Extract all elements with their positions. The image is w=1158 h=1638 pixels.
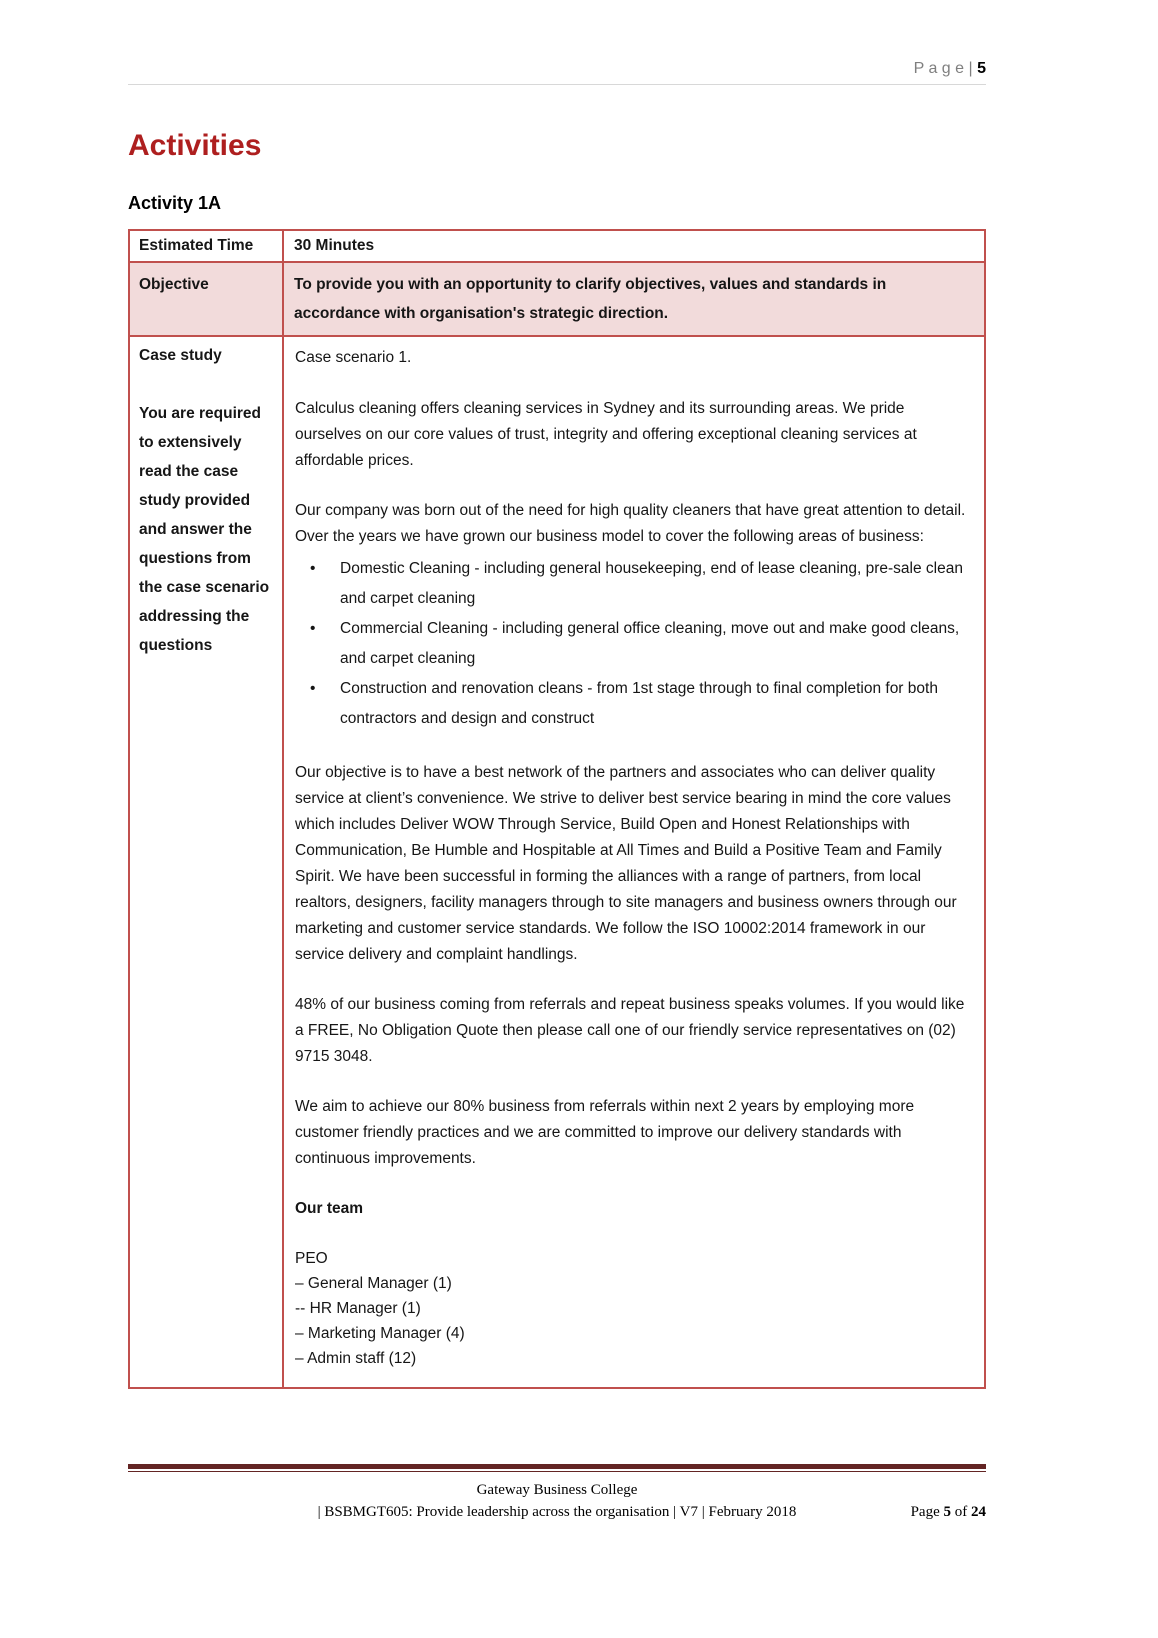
footer-second-line: [128, 1502, 986, 1522]
case-study-label: Case study: [139, 347, 222, 364]
scenario-title: Case scenario 1.: [295, 349, 412, 366]
page-title: Activities: [128, 129, 262, 162]
estimated-time-label: Estimated Time: [129, 230, 283, 262]
footer-college-name: Gateway Business College: [476, 1482, 638, 1498]
list-item-domestic-cleaning: • Domestic Cleaning - including general housekeeping, end of lease cleaning, pre-sale clean and carpet cleaning: [295, 554, 972, 614]
table-row-estimated-time: [129, 230, 985, 262]
case-study-label-cell: [129, 336, 283, 1388]
footer-page-total: 24: [971, 1504, 986, 1520]
estimated-time-value: 30 Minutes: [283, 230, 985, 262]
business-areas-list: [295, 554, 972, 734]
footer-divider-thick: [128, 1464, 986, 1469]
footer-page-prefix: Page: [910, 1504, 944, 1520]
header-page-label: P a g e |: [913, 60, 973, 77]
table-row-case-study: [129, 336, 985, 1388]
team-line-peo: PEO: [295, 1250, 328, 1267]
case-study-content-cell: [283, 336, 985, 1388]
header-page-number: 5: [977, 60, 986, 77]
table-row-objective: [129, 262, 985, 336]
footer-page-of: of: [951, 1504, 971, 1520]
team-line-admin-staff: – Admin staff (12): [295, 1350, 417, 1367]
team-line-hr-manager: -- HR Manager (1): [295, 1300, 421, 1317]
footer-page-current: 5: [943, 1504, 951, 1520]
case-paragraph-1: Calculus cleaning offers cleaning services in Sydney and its surrounding areas. We pride ourselves on our core values of trust, integrity and offering exceptional cleaning services at affordable prices.: [295, 400, 917, 469]
page-header: [128, 0, 986, 85]
activity-table: [128, 229, 986, 1389]
case-paragraph-3: Our objective is to have a best network of the partners and associates who can deliver quality service at client’s convenience. We strive to deliver best service bearing in mind the core values which includes Deliver WOW Through Service, Build Open and Honest Relationships with Communication, Be Humble and Hospitable at All Times and Build a Positive Team and Family Spirit. We have been successful in forming the alliances with a range of partners, from local realtors, designers, facility managers through to site managers and business owners through our marketing and customer service standards. We follow the ISO 10002:2014 framework in our service delivery and complaint handlings.: [295, 764, 957, 963]
team-line-marketing-manager: – Marketing Manager (4): [295, 1325, 465, 1342]
case-paragraph-4: 48% of our business coming from referrals and repeat business speaks volumes. If you would like a FREE, No Obligation Quote then please call one of our friendly service representatives on (02) 9715 3048.: [295, 996, 965, 1065]
list-item-commercial-cleaning: • Commercial Cleaning - including general office cleaning, move out and make good cleans, and carpet cleaning: [295, 614, 972, 674]
objective-label: Objective: [129, 262, 283, 336]
team-structure-list: [295, 1246, 972, 1371]
case-paragraph-5: We aim to achieve our 80% business from referrals within next 2 years by employing more customer friendly practices and we are committed to improve our delivery standards with continuous improvements.: [295, 1098, 915, 1167]
team-line-general-manager: – General Manager (1): [295, 1275, 452, 1292]
objective-value: To provide you with an opportunity to clarify objectives, values and standards in accordance with organisation's strategic direction.: [283, 262, 985, 336]
team-heading: Our team: [295, 1200, 364, 1217]
activity-title: Activity 1A: [128, 193, 222, 213]
list-item-construction-cleaning: • Construction and renovation cleans - from 1st stage through to final completion for both contractors and design and construct: [295, 674, 972, 734]
case-paragraph-2: Our company was born out of the need for high quality cleaners that have great attention to detail. Over the years we have grown our business model to cover the following areas of business:: [295, 502, 966, 545]
case-study-instruction: You are required to extensively read the case study provided and answer the questions from the case scenario addressing the questions: [139, 405, 270, 654]
footer-course-info: | BSBMGT605: Provide leadership across the organisation | V7 | February 2018: [317, 1504, 797, 1520]
page-footer: [128, 1464, 986, 1522]
footer-divider-thin: [128, 1471, 986, 1472]
footer-page-info: [911, 1502, 986, 1522]
document-page: [128, 0, 986, 1389]
